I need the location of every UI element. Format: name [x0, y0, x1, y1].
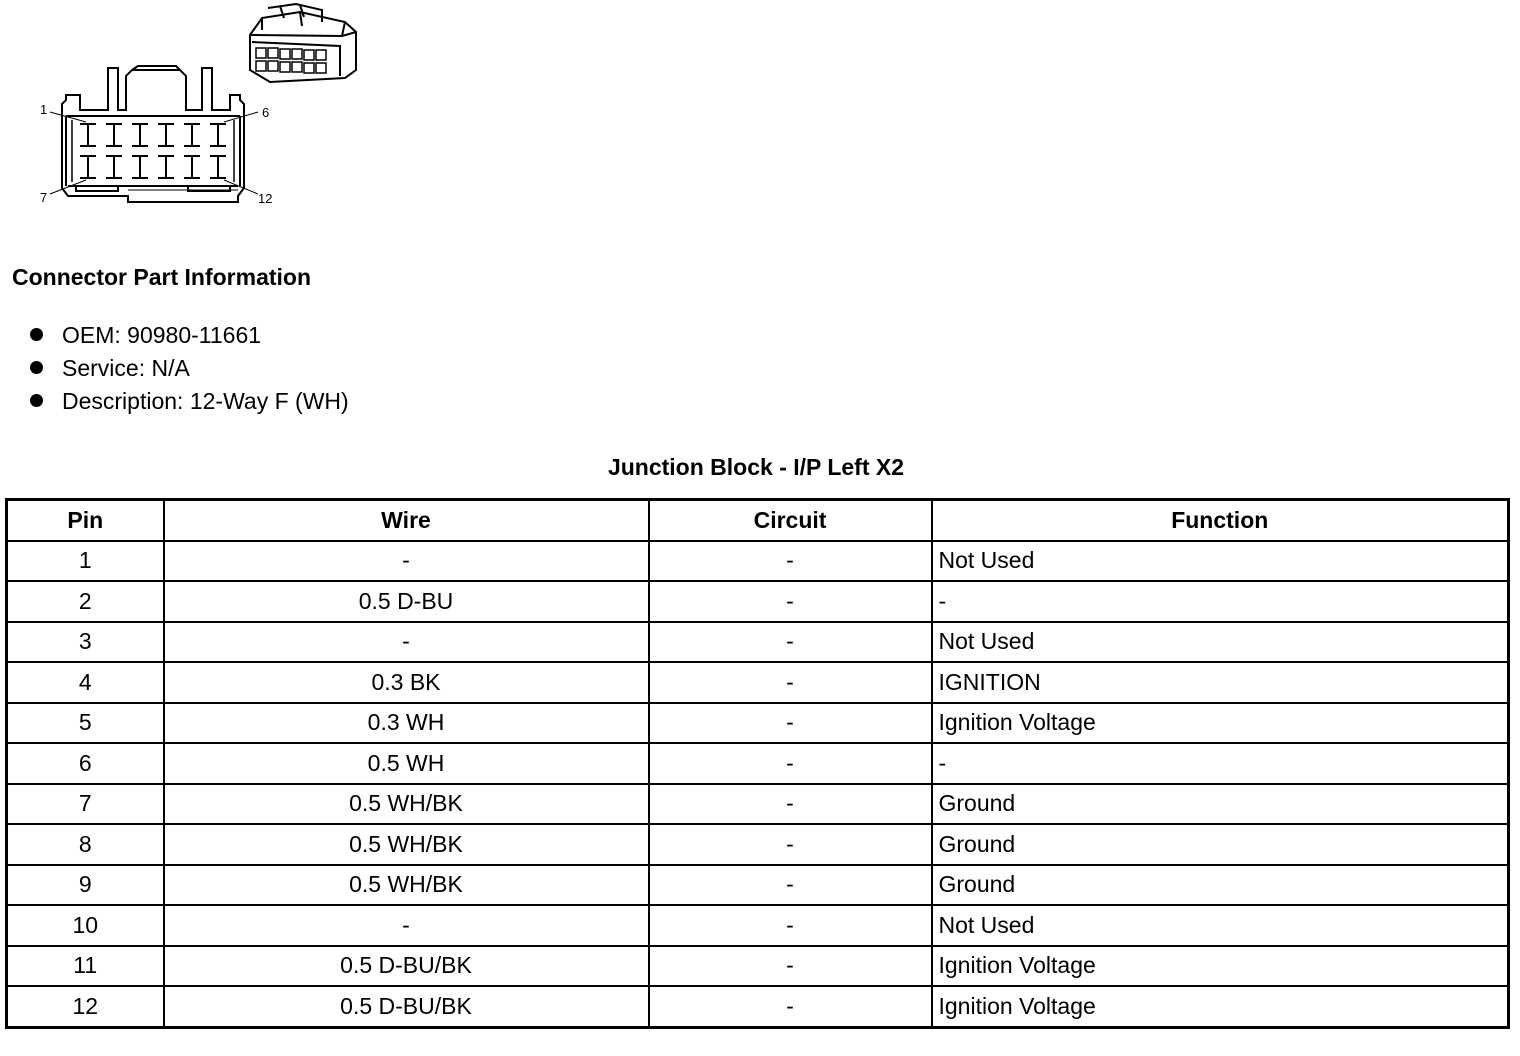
wire-cell: -	[164, 905, 649, 946]
pin-cell: 8	[7, 824, 164, 865]
description-text: Description: 12-Way F (WH)	[62, 387, 349, 414]
header-wire: Wire	[164, 500, 649, 541]
circuit-cell: -	[649, 824, 932, 865]
oem-text: OEM: 90980-11661	[62, 321, 262, 348]
pin-cell: 11	[7, 946, 164, 987]
function-cell: Ignition Voltage	[932, 986, 1509, 1027]
wire-cell: -	[164, 541, 649, 582]
pin-cell: 6	[7, 743, 164, 784]
table-row	[7, 581, 1509, 622]
wire-cell: 0.5 D-BU/BK	[164, 946, 649, 987]
table-title: Junction Block - I/P Left X2	[607, 454, 905, 480]
connector-3d-view	[250, 4, 356, 82]
connector-face-view	[50, 66, 258, 202]
wire-cell: 0.5 WH/BK	[164, 784, 649, 825]
circuit-cell: -	[649, 581, 932, 622]
connector-info-heading: Connector Part Information	[12, 264, 312, 290]
function-cell: Ignition Voltage	[932, 946, 1509, 987]
header-pin: Pin	[7, 500, 164, 541]
wire-cell: -	[164, 622, 649, 663]
connector-diagram	[0, 0, 380, 215]
circuit-cell: -	[649, 703, 932, 744]
function-cell: -	[932, 581, 1509, 622]
table-row	[7, 743, 1509, 784]
wire-cell: 0.3 BK	[164, 662, 649, 703]
table-row	[7, 662, 1509, 703]
circuit-cell: -	[649, 622, 932, 663]
function-cell: Ground	[932, 784, 1509, 825]
bullet-icon	[30, 394, 43, 407]
pin-cell: 4	[7, 662, 164, 703]
table-row	[7, 622, 1509, 663]
bullet-icon	[30, 361, 43, 374]
pin-label-6: 6	[262, 105, 270, 120]
circuit-cell: -	[649, 865, 932, 906]
function-cell: Ignition Voltage	[932, 703, 1509, 744]
circuit-cell: -	[649, 986, 932, 1027]
table-header-row	[7, 500, 1509, 541]
function-cell: Not Used	[932, 622, 1509, 663]
header-function: Function	[932, 500, 1509, 541]
pin-label-12: 12	[258, 191, 273, 206]
wire-cell: 0.5 D-BU	[164, 581, 649, 622]
pin-cell: 7	[7, 784, 164, 825]
table-row	[7, 946, 1509, 987]
pin-cell: 1	[7, 541, 164, 582]
pin-label-7: 7	[40, 190, 48, 205]
pin-cell: 5	[7, 703, 164, 744]
pin-cell: 10	[7, 905, 164, 946]
table-row	[7, 986, 1509, 1027]
function-cell: Not Used	[932, 905, 1509, 946]
connector-info-list	[30, 318, 349, 417]
table-row	[7, 824, 1509, 865]
table-row	[7, 784, 1509, 825]
function-cell: -	[932, 743, 1509, 784]
table-row	[7, 865, 1509, 906]
pin-cell: 12	[7, 986, 164, 1027]
pin-cell: 9	[7, 865, 164, 906]
wire-cell: 0.5 WH/BK	[164, 865, 649, 906]
wire-cell: 0.5 WH	[164, 743, 649, 784]
circuit-cell: -	[649, 905, 932, 946]
wire-cell: 0.5 D-BU/BK	[164, 986, 649, 1027]
table-row	[7, 541, 1509, 582]
wire-cell: 0.3 WH	[164, 703, 649, 744]
list-item	[30, 384, 349, 417]
wire-cell: 0.5 WH/BK	[164, 824, 649, 865]
list-item	[30, 318, 349, 351]
function-cell: IGNITION	[932, 662, 1509, 703]
circuit-cell: -	[649, 541, 932, 582]
pin-cell: 3	[7, 622, 164, 663]
pin-cell: 2	[7, 581, 164, 622]
list-item	[30, 351, 349, 384]
function-cell: Ground	[932, 824, 1509, 865]
table-row	[7, 703, 1509, 744]
service-text: Service: N/A	[62, 354, 190, 381]
circuit-cell: -	[649, 946, 932, 987]
circuit-cell: -	[649, 784, 932, 825]
function-cell: Not Used	[932, 541, 1509, 582]
circuit-cell: -	[649, 662, 932, 703]
header-circuit: Circuit	[649, 500, 932, 541]
pinout-table	[5, 498, 1510, 1029]
pin-label-1: 1	[40, 102, 48, 117]
bullet-icon	[30, 328, 43, 341]
function-cell: Ground	[932, 865, 1509, 906]
circuit-cell: -	[649, 743, 932, 784]
table-row	[7, 905, 1509, 946]
